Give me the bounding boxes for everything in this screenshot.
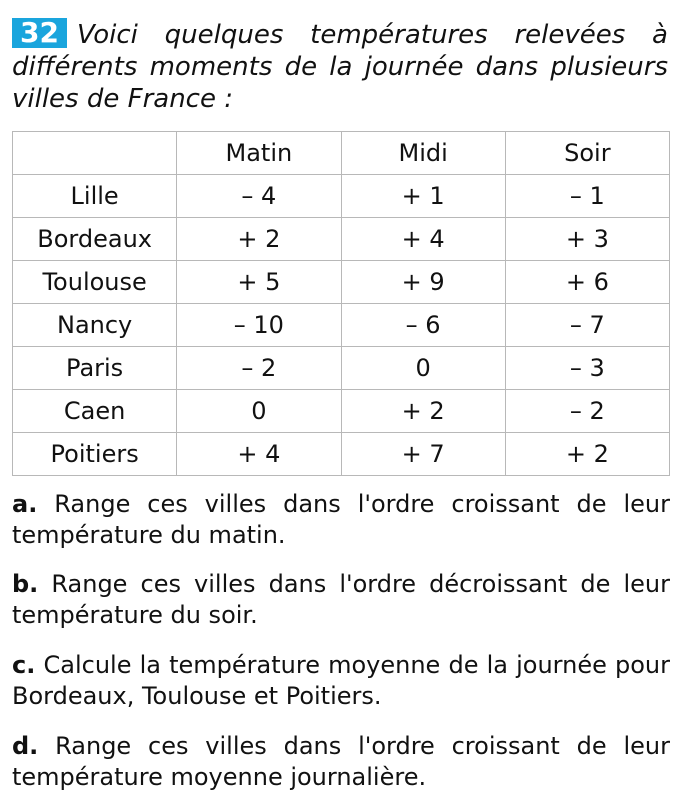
soir-cell: + 2 <box>505 433 669 476</box>
temperature-table <box>12 131 670 476</box>
intro-text: Voici quelques températures relevées à différents moments de la journée dans plusieurs villes de France : <box>12 20 668 114</box>
table-row <box>13 433 670 476</box>
matin-cell: + 4 <box>177 433 341 476</box>
question-text: Range ces villes dans l'ordre croissant de leur température du matin. <box>12 490 670 549</box>
exercise-intro <box>12 18 668 115</box>
midi-cell: + 9 <box>341 261 505 304</box>
matin-cell: 0 <box>177 390 341 433</box>
city-cell: Nancy <box>13 304 177 347</box>
table-header-row <box>13 132 670 175</box>
table-row <box>13 390 670 433</box>
city-cell: Caen <box>13 390 177 433</box>
soir-cell: – 1 <box>505 175 669 218</box>
midi-cell: + 2 <box>341 390 505 433</box>
question-letter: d. <box>12 732 39 760</box>
matin-cell: – 10 <box>177 304 341 347</box>
question-letter: a. <box>12 490 38 518</box>
soir-cell: – 2 <box>505 390 669 433</box>
table-row <box>13 304 670 347</box>
midi-cell: + 7 <box>341 433 505 476</box>
exercise-number-badge: 32 <box>12 18 67 48</box>
soir-cell: + 6 <box>505 261 669 304</box>
midi-cell: – 6 <box>341 304 505 347</box>
soir-cell: + 3 <box>505 218 669 261</box>
question-text: Calcule la température moyenne de la journée pour Bordeaux, Toulouse et Poitiers. <box>12 651 670 710</box>
question-b <box>12 569 670 631</box>
city-cell: Poitiers <box>13 433 177 476</box>
soir-cell: – 7 <box>505 304 669 347</box>
city-cell: Lille <box>13 175 177 218</box>
question-d <box>12 731 670 793</box>
matin-cell: + 2 <box>177 218 341 261</box>
question-c <box>12 650 670 712</box>
question-text: Range ces villes dans l'ordre croissant de leur température moyenne journalière. <box>12 732 670 791</box>
column-header: Matin <box>177 132 341 175</box>
question-text: Range ces villes dans l'ordre décroissant de leur température du soir. <box>12 570 670 629</box>
matin-cell: – 2 <box>177 347 341 390</box>
soir-cell: – 3 <box>505 347 669 390</box>
column-header: Midi <box>341 132 505 175</box>
question-letter: c. <box>12 651 36 679</box>
table-row <box>13 261 670 304</box>
matin-cell: – 4 <box>177 175 341 218</box>
table-row <box>13 175 670 218</box>
matin-cell: + 5 <box>177 261 341 304</box>
midi-cell: + 4 <box>341 218 505 261</box>
table-row <box>13 347 670 390</box>
question-a <box>12 489 670 551</box>
city-cell: Bordeaux <box>13 218 177 261</box>
midi-cell: + 1 <box>341 175 505 218</box>
city-cell: Toulouse <box>13 261 177 304</box>
column-header: Soir <box>505 132 669 175</box>
table-row <box>13 218 670 261</box>
city-cell: Paris <box>13 347 177 390</box>
midi-cell: 0 <box>341 347 505 390</box>
question-letter: b. <box>12 570 39 598</box>
column-header <box>13 132 177 175</box>
